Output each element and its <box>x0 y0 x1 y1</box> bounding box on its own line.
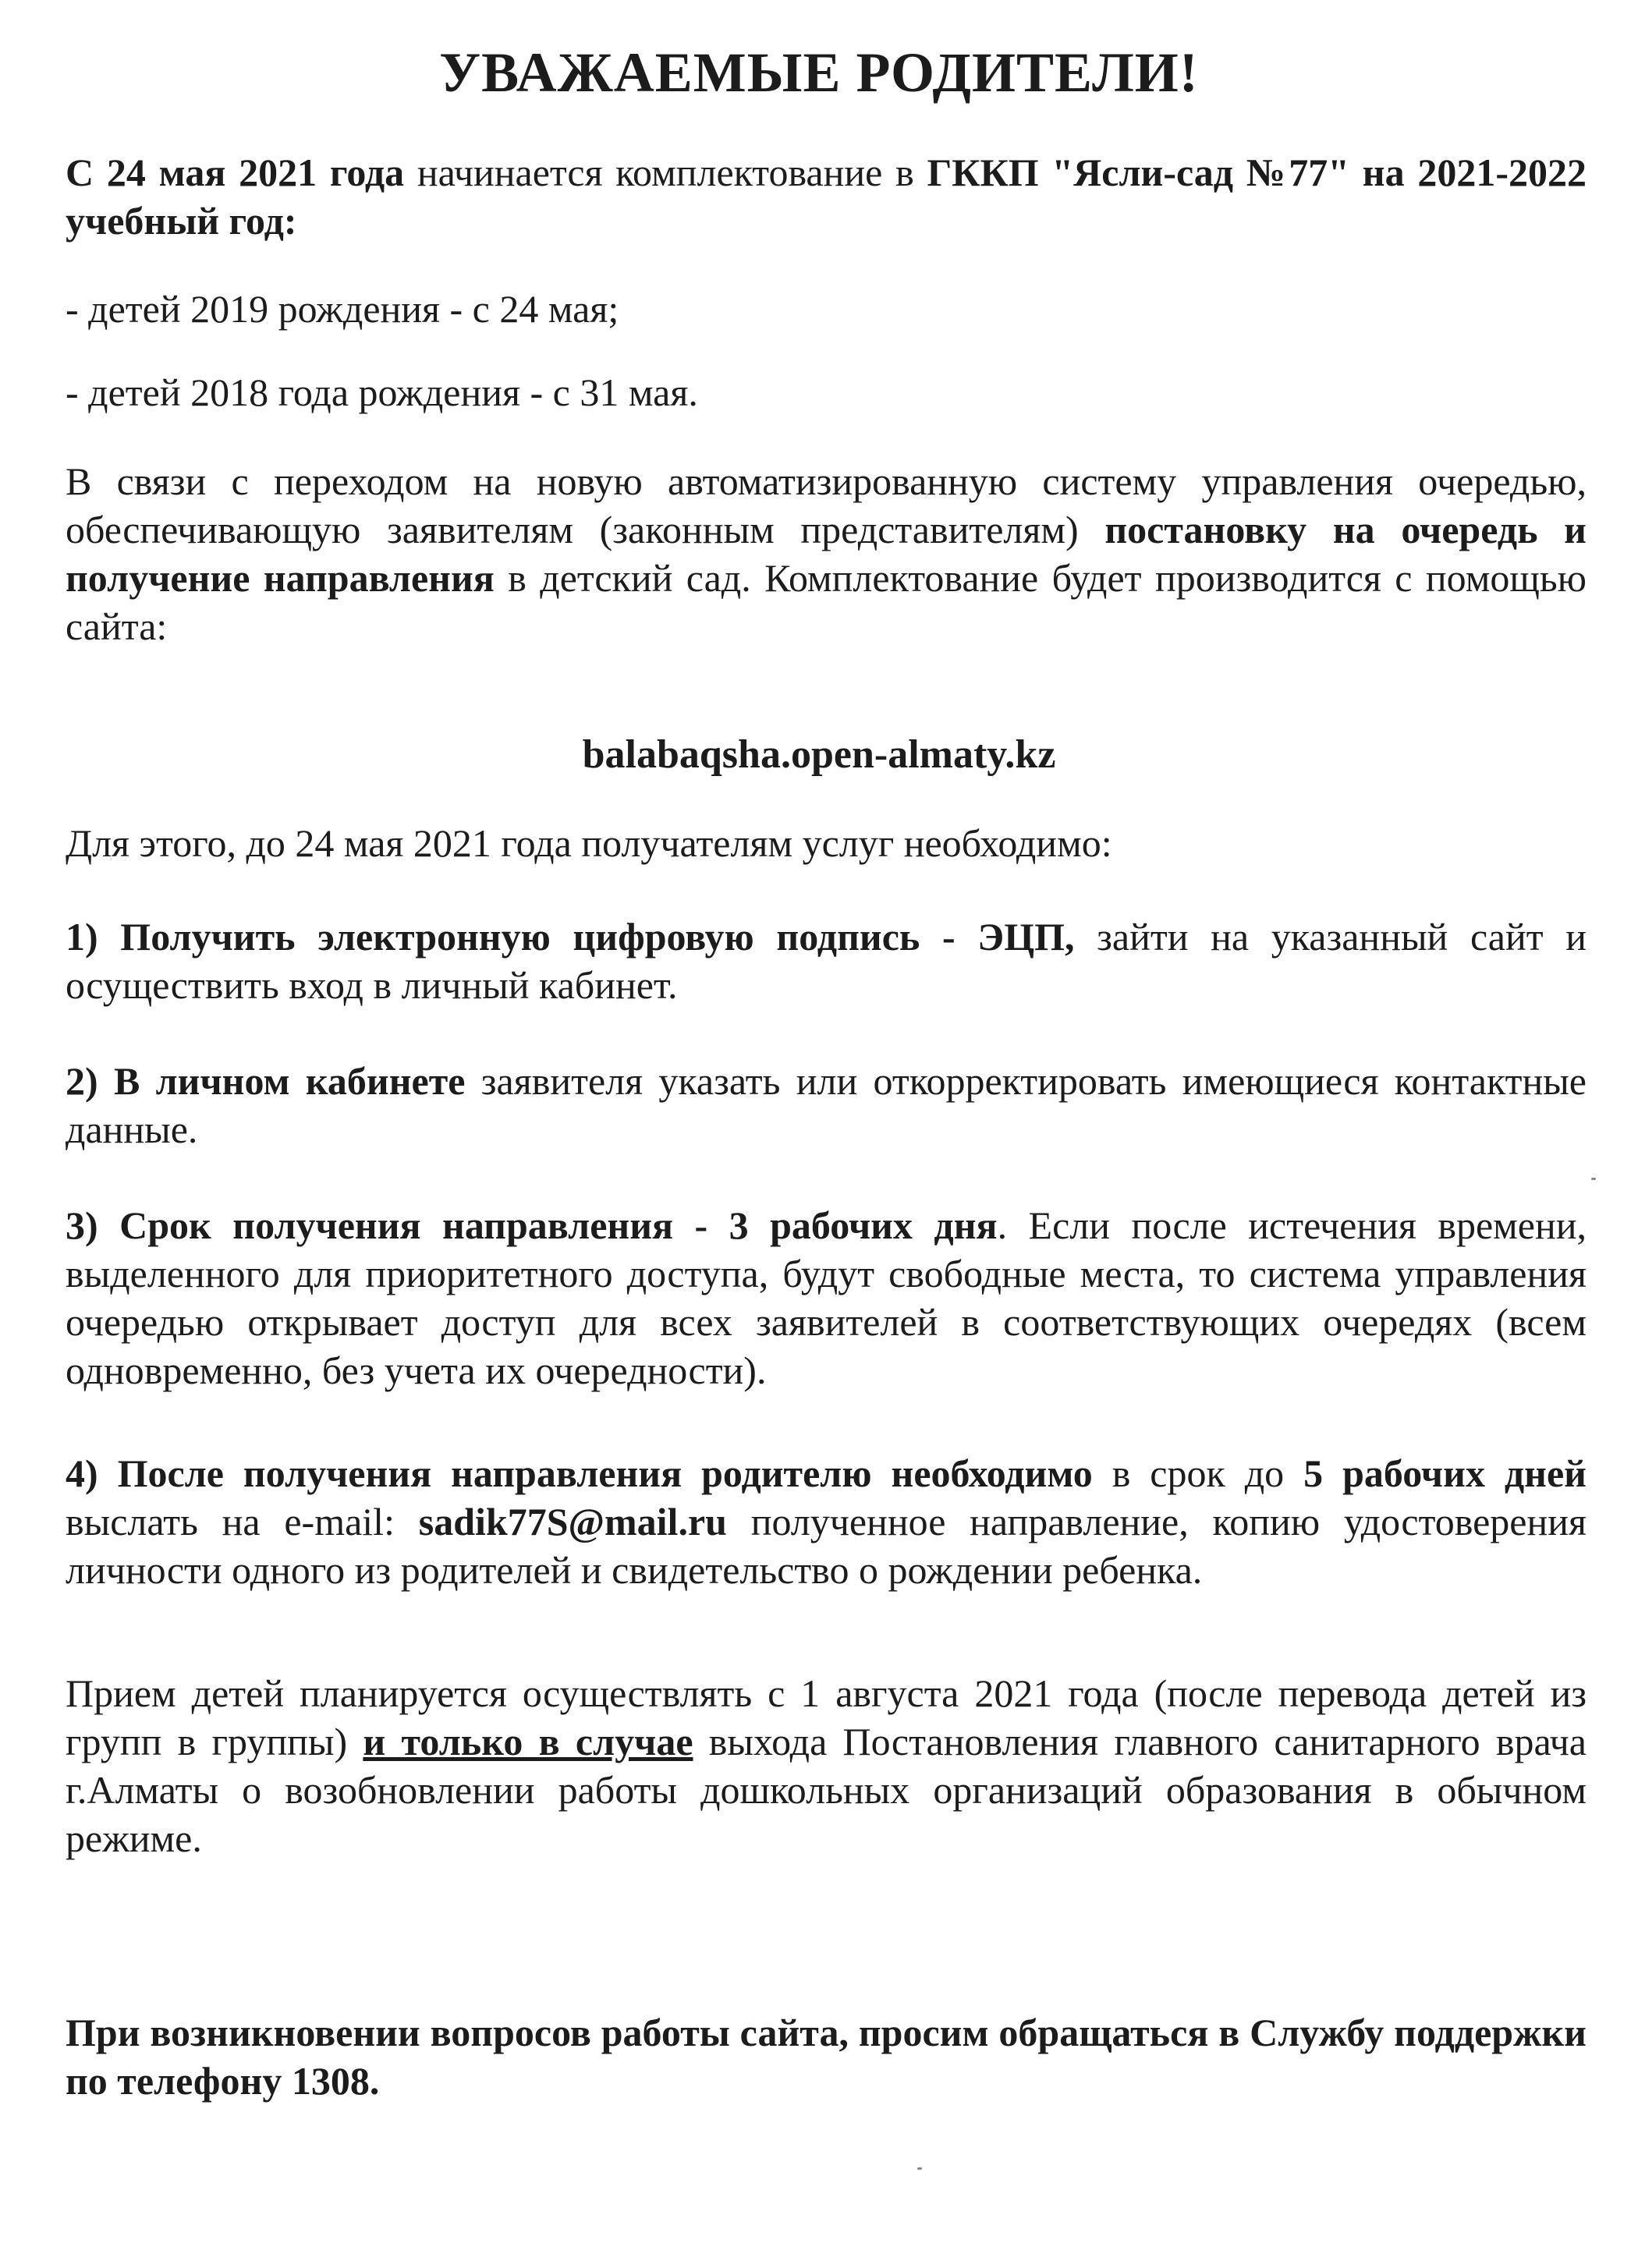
scan-speck <box>917 2167 922 2170</box>
reception-paragraph <box>66 1669 1587 1862</box>
step-2-text: заявителя указать или откорректировать имеющиеся контактные данные. <box>66 1059 1587 1151</box>
reception-text-after: выхода Постановления главного санитарного врача г.Алматы о возобновлении работы дошкольных организаций образования в обычном режиме. <box>66 1720 1587 1860</box>
step-1-text: зайти на указанный сайт и осуществить вход в личный кабинет. <box>66 915 1587 1007</box>
intro-organization: ГККП "Ясли-сад №77" на 2021-2022 учебный год: <box>66 151 1587 243</box>
step-3-bold: 3) Срок получения направления - 3 рабочих дня <box>66 1203 998 1247</box>
step-2-bold: 2) В личном кабинете <box>66 1059 466 1103</box>
scan-speck <box>1591 1178 1596 1180</box>
step-3-text: . Если после истечения времени, выделенного для приоритетного доступа, будут свободные места, то система управления очередью открывает доступ для всех заявителей в соответствующих очередях (всем одновременно, без учета их очередности). <box>66 1203 1587 1392</box>
step-4 <box>66 1449 1587 1594</box>
reception-condition <box>363 1720 693 1763</box>
step-2 <box>66 1057 1587 1153</box>
website-address: balabaqsha.open-almaty.kz <box>582 732 1056 777</box>
contact-email: sadik77S@mail.ru <box>418 1500 727 1543</box>
intro-date: С 24 мая 2021 года <box>66 151 405 194</box>
step-4-text-rest: полученное направление, копию удостоверения личности одного из родителей и свидетельство о рождении ребенка. <box>66 1500 1587 1592</box>
before-date-line: Для этого, до 24 мая 2021 года получателям услуг необходимо: <box>66 821 1112 865</box>
step-3 <box>66 1201 1587 1394</box>
support-paragraph: При возникновении вопросов работы сайта, просим обращаться в Службу поддержки по телефону 1308. <box>66 2011 1587 2103</box>
transition-paragraph <box>66 457 1587 650</box>
step-1-bold: 1) Получить электронную цифровую подпись - ЭЦП, <box>66 915 1075 959</box>
step-4-deadline: 5 рабочих дней <box>1303 1451 1587 1495</box>
reception-condition-underline: и только в случае <box>363 1720 693 1763</box>
transition-text-after: в детский сад. Комплектование будет производится с помощью сайта: <box>66 556 1587 648</box>
step-4-text-email-label: выслать на e-mail: <box>66 1500 419 1543</box>
line-2018: - детей 2018 года рождения - с 31 мая. <box>66 370 698 414</box>
step-1 <box>66 913 1587 1009</box>
intro-text: начинается комплектование в <box>404 151 927 194</box>
line-2019: - детей 2019 рождения - с 24 мая; <box>66 287 619 331</box>
transition-bold: постановку на очередь и получение направления <box>66 508 1587 600</box>
step-4-bold: 4) После получения направления родителю необходимо <box>66 1451 1093 1495</box>
intro-paragraph <box>66 148 1587 245</box>
reception-text-before: Прием детей планируется осуществлять с 1 августа 2021 года (после перевода детей из групп в группы) <box>66 1671 1587 1763</box>
transition-text-before: В связи с переходом на новую автоматизированную систему управления очередью, обеспечивающую заявителям (законным представителям) <box>66 459 1587 551</box>
page-title: УВАЖАЕМЫЕ РОДИТЕЛИ! <box>439 41 1199 104</box>
step-4-text-mid: в срок до <box>1092 1451 1304 1495</box>
